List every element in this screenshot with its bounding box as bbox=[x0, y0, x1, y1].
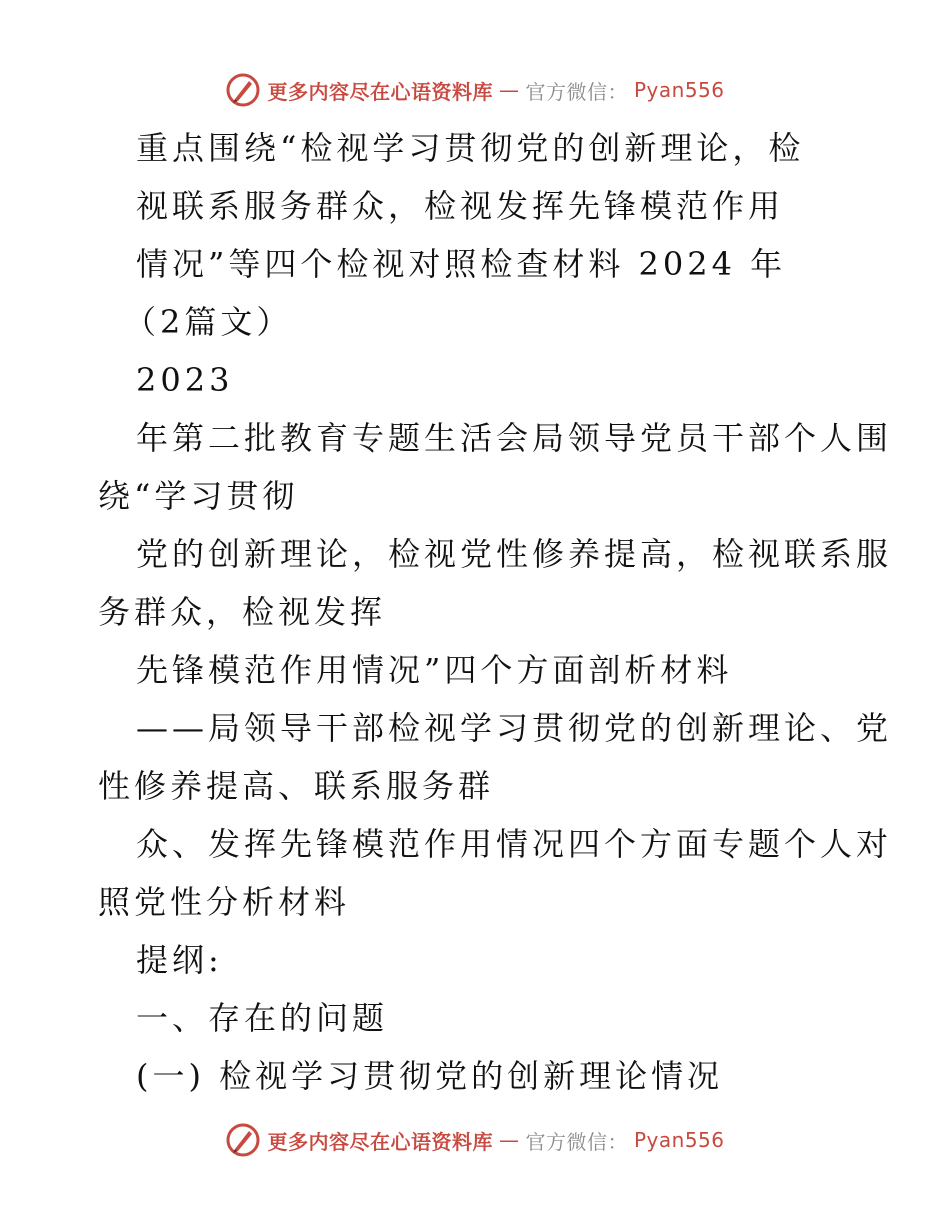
feather-pen-logo-icon bbox=[225, 72, 261, 108]
text-line: 党的创新理论，检视党性修养提高，检视联系服 bbox=[136, 535, 893, 573]
text-line: 性修养提高、联系服务群 bbox=[98, 767, 495, 805]
text-line: 一、存在的问题 bbox=[136, 999, 389, 1037]
text-line: ——局领导干部检视学习贯彻党的创新理论、党 bbox=[136, 709, 893, 747]
banner-wechat-label: 官方微信： bbox=[525, 79, 628, 104]
text-line: 年第二批教育专题生活会局领导党员干部个人围 bbox=[136, 419, 893, 457]
banner-wechat-id: Pyan556 bbox=[633, 1128, 725, 1152]
feather-pen-logo-icon bbox=[225, 1122, 261, 1158]
text-line: 提纲: bbox=[136, 941, 223, 979]
text-line: 视联系服务群众，检视发挥先锋模范作用 bbox=[136, 187, 785, 225]
text-line: (一) 检视学习贯彻党的创新理论情况 bbox=[136, 1057, 724, 1095]
text-line: 2023 bbox=[136, 361, 234, 399]
banner-wechat-label: 官方微信： bbox=[525, 1129, 628, 1154]
footer-banner bbox=[0, 1120, 950, 1160]
banner-dash: — bbox=[498, 78, 520, 102]
banner-main-text: 更多内容尽在心语资料库 bbox=[267, 1129, 493, 1154]
text-line: 先锋模范作用情况”四个方面剖析材料 bbox=[136, 651, 733, 689]
banner-wechat-id: Pyan556 bbox=[633, 78, 725, 102]
banner-main-text: 更多内容尽在心语资料库 bbox=[267, 79, 493, 104]
text-line: 照党性分析材料 bbox=[98, 883, 351, 921]
text-line: （2篇文） bbox=[124, 303, 293, 341]
text-line: 务群众，检视发挥 bbox=[98, 593, 387, 631]
text-line: 重点围绕“检视学习贯彻党的创新理论，检 bbox=[136, 129, 805, 167]
text-line: 众、发挥先锋模范作用情况四个方面专题个人对 bbox=[136, 825, 893, 863]
header-banner bbox=[0, 70, 950, 110]
banner-dash: — bbox=[498, 1128, 520, 1152]
text-line: 情况”等四个检视对照检查材料 2024 年 bbox=[136, 245, 787, 283]
text-line: 绕“学习贯彻 bbox=[98, 477, 299, 515]
